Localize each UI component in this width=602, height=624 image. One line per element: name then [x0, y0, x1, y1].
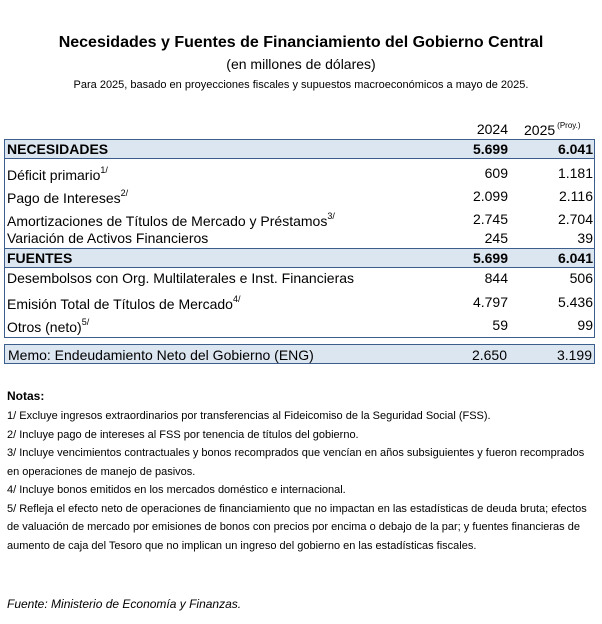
table-border-bottom — [4, 337, 595, 338]
source-note: Fuente: Ministerio de Economía y Finanzas. — [7, 597, 242, 611]
row-footnote: 3/ — [327, 211, 335, 221]
page-subtitle: (en millones de dólares) — [226, 56, 376, 72]
table-row — [4, 228, 595, 248]
row-value-2024: 245 — [484, 230, 508, 246]
row-value-2024: 2.099 — [472, 188, 508, 204]
row-label — [7, 165, 108, 183]
row-label-text: Pago de Intereses — [7, 190, 121, 206]
financing-table — [4, 139, 595, 334]
row-label: NECESIDADES — [7, 141, 109, 157]
row-value-2024: 5.699 — [472, 250, 508, 266]
memo-label: Memo: Endeudamiento Neto del Gobierno (ENG) — [8, 347, 314, 363]
memo-row — [4, 344, 595, 364]
note-item: 3/ Incluye vencimientos contractuales y bonos recomprados que vencían en años subsiguientes y fueron recomprados en operaciones de manejo de pasivos. — [7, 447, 585, 478]
notes-heading: Notas: — [7, 389, 45, 403]
row-label — [7, 188, 128, 206]
note-item: 1/ Excluye ingresos extraordinarios por transferencias al Fideicomiso de la Seguridad Social (FSS). — [7, 410, 491, 422]
row-value-2025: 6.041 — [557, 141, 593, 157]
row-value-2025: 2.116 — [559, 188, 593, 204]
row-footnote: 5/ — [81, 317, 90, 327]
row-label — [7, 211, 335, 229]
row-label-text: Otros (neto) — [7, 319, 82, 335]
table-row — [4, 205, 595, 228]
row-value-2025: 5.436 — [557, 294, 593, 310]
row-value-2025: 2.704 — [557, 211, 593, 227]
row-value-2025: 506 — [569, 270, 593, 286]
row-label-text: Amortizaciones de Títulos de Mercado y Préstamos — [7, 213, 328, 229]
table-border-right — [594, 139, 595, 338]
row-value-2024: 4.797 — [472, 294, 508, 310]
row-footnote: 2/ — [120, 188, 129, 198]
row-value-2024: 2.745 — [472, 211, 508, 227]
note-item: 5/ Refleja el efecto neto de operaciones de financiamiento que no impactan en las estadísticas de deuda bruta; efectos de valuación de mercado por emisiones de bonos con precios por encima o debajo de la par; y fuentes financieras de aumento de caja del Tesoro que no implican un ingreso del gobierno en las estadísticas fiscales. — [7, 502, 587, 552]
row-label-text: Emisión Total de Títulos de Mercado — [7, 296, 233, 312]
page-title: Necesidades y Fuentes de Financiamiento del Gobierno Central — [58, 34, 544, 51]
memo-value-2024: 2.650 — [471, 347, 507, 363]
column-header-2024: 2024 — [476, 121, 508, 137]
note-item: 4/ Incluye bonos emitidos en los mercados doméstico e internacional. — [7, 484, 346, 496]
row-label — [7, 294, 240, 312]
row-label — [7, 317, 89, 335]
row-label: Desembolsos con Org. Multilaterales e Inst. Financieras — [7, 270, 355, 286]
row-footnote: 4/ — [232, 294, 241, 304]
row-value-2024: 844 — [484, 270, 508, 286]
row-value-2025: 39 — [577, 230, 593, 246]
row-label-text: Déficit primario — [7, 167, 101, 183]
column-header-2025 — [524, 121, 594, 138]
table-row-fuentes — [4, 248, 595, 268]
table-row-necesidades — [4, 139, 595, 159]
row-value-2025: 99 — [577, 317, 593, 333]
table-row — [4, 182, 595, 205]
basis-note: Para 2025, basado en proyecciones fiscales y supuestos macroeconómicos a mayo de 2025. — [73, 79, 529, 91]
row-footnote: 1/ — [100, 165, 108, 175]
memo-value-2025: 3.199 — [556, 347, 592, 363]
row-label: Variación de Activos Financieros — [7, 230, 209, 246]
row-label: FUENTES — [7, 250, 73, 266]
row-value-2025: 6.041 — [557, 250, 593, 266]
notes-list — [7, 407, 587, 555]
table-border-left — [4, 139, 5, 338]
column-header-2025-year: 2025 — [524, 122, 556, 138]
row-value-2024: 5.699 — [472, 141, 508, 157]
column-header-2025-note: (Proy.) — [557, 121, 581, 130]
row-value-2024: 59 — [492, 317, 508, 333]
row-value-2025: 1.181 — [557, 165, 593, 181]
table-row — [4, 311, 595, 334]
table-row — [4, 268, 595, 287]
row-value-2024: 609 — [484, 165, 508, 181]
table-row — [4, 159, 595, 182]
table-row — [4, 287, 595, 311]
note-item: 2/ Incluye pago de intereses al FSS por tenencia de títulos del gobierno. — [7, 428, 359, 441]
